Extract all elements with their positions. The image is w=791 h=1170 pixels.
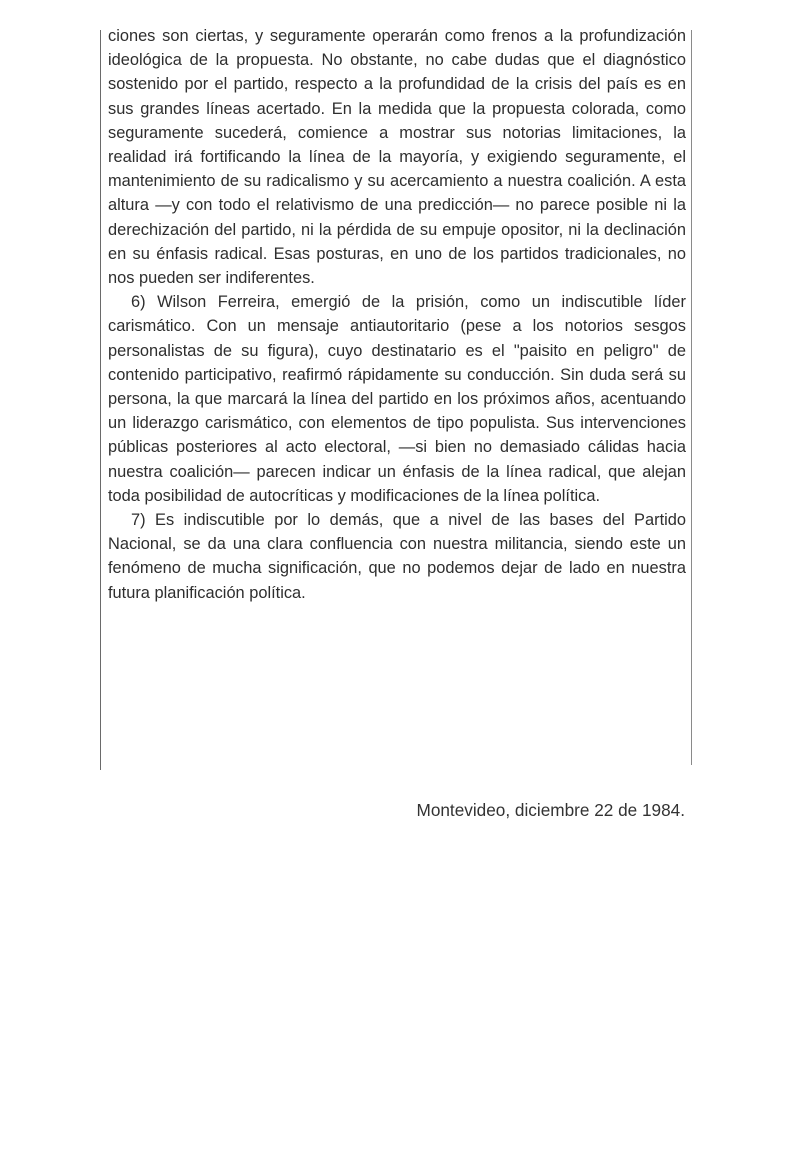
paragraph-point-6: 6) Wilson Ferreira, emergió de la prisión, como un indiscutible líder carismático. Con un mensaje antiautoritario (pese a los notorios sesgos personalistas de su figura), cuyo destinatario es el "paisito en peligro" de contenido participativo, reafirmó rápidamente su conducción. Sin duda será su persona, la que marcará la línea del partido en los próximos años, acentuando un liderazgo carismático, con elementos de tipo populista. Sus intervenciones públicas posteriores al acto electoral, —si bien no demasiado cálidas hacia nuestra coalición— parecen indicar un énfasis de la línea radical, que alejan toda posibilidad de autocríticas y modificaciones de la línea política.	[108, 293, 686, 505]
paragraph-continuation: ciones son ciertas, y seguramente operarán como frenos a la profundización ideológica de la propuesta. No obstante, no cabe dudas que el diagnóstico sostenido por el partido, respecto a la profundidad de la crisis del país es en sus grandes líneas acertado. En la medida que la propuesta colorada, como seguramente sucederá, comience a mostrar sus notorias limitaciones, la realidad irá fortificando la línea de la mayoría, y exigiendo seguramente, el mantenimiento de su radicalismo y su acercamiento a nuestra coalición. A esta altura —y con todo el relativismo de una predicción— no parece posible ni la derechización del partido, ni la pérdida de su empuje opositor, ni la declinación en su énfasis radical. Esas posturas, en uno de los partidos tradicionales, no nos pueden ser indiferentes.	[108, 27, 686, 288]
column-rule-left	[100, 30, 101, 770]
place-date-signature: Montevideo, diciembre 22 de 1984.	[416, 800, 685, 820]
paragraph-point-7: 7) Es indiscutible por lo demás, que a nivel de las bases del Partido Nacional, se da una clara confluencia con nuestra militancia, siendo este un fenómeno de mucha significación, que no podemos dejar de lado en nuestra futura planificación política.	[108, 511, 686, 602]
column-rule-right	[691, 30, 692, 765]
text-column	[108, 24, 686, 605]
